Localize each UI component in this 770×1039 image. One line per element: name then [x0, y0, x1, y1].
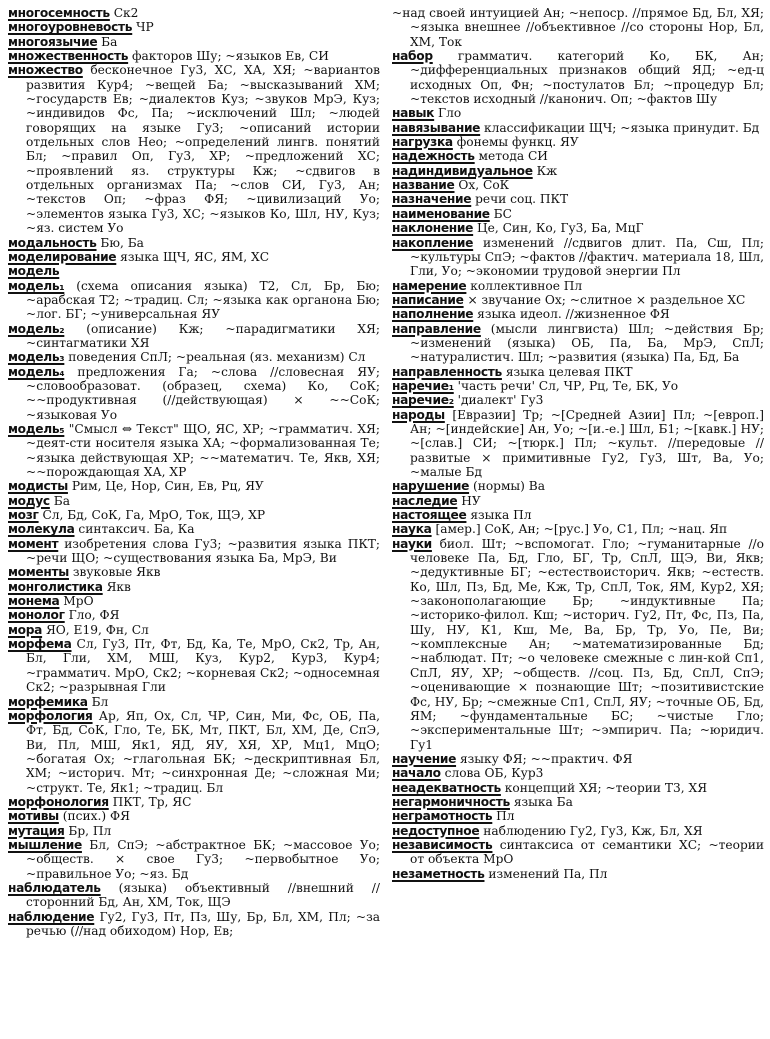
- index-entry: [8, 322, 380, 351]
- index-entry: [392, 838, 764, 867]
- entry-references: (псих.) ФЯ: [62, 809, 130, 824]
- entry-headword: намерение: [392, 278, 467, 293]
- index-entry: [8, 594, 380, 608]
- index-entry: [8, 522, 380, 536]
- entry-headword: надежность: [392, 149, 475, 164]
- index-entry: [8, 537, 380, 566]
- index-entry: [392, 236, 764, 279]
- index-entry: [8, 910, 380, 939]
- entry-headword: наполнение: [392, 307, 474, 322]
- index-entry: [8, 63, 380, 235]
- entry-headword: мора: [8, 622, 43, 637]
- index-entry: [8, 494, 380, 508]
- entry-headword: название: [392, 178, 455, 193]
- index-entry: [392, 479, 764, 493]
- entry-references: Бю, Ба: [100, 235, 144, 250]
- index-entry: [392, 149, 764, 163]
- entry-references: Якв: [106, 579, 131, 594]
- entry-references: синтаксич. Ба, Ка: [78, 522, 195, 537]
- index-entry: [8, 508, 380, 522]
- entry-headword: начало: [392, 766, 441, 781]
- entry-references: языка Пл: [470, 508, 532, 523]
- entry-headword: неадекватность: [392, 780, 501, 795]
- entry-references: 'часть речи' Сл, ЧР, Рц, Те, БК, Уо: [457, 378, 679, 393]
- entry-headword: мутация: [8, 823, 65, 838]
- index-entry: [8, 881, 380, 910]
- index-entry: [8, 365, 380, 422]
- entry-references: Ох, СоК: [458, 178, 510, 193]
- entry-references: ЧР: [136, 20, 154, 35]
- entry-references: ПКТ, Тр, ЯС: [112, 794, 192, 809]
- entry-headword: настоящее: [392, 508, 467, 523]
- entry-references: фонемы функц. ЯУ: [456, 135, 579, 150]
- entry-references: Бл: [91, 694, 109, 709]
- entry-references: факторов Шу; ~языков Ев, СИ: [132, 49, 329, 64]
- entry-headword: наследие: [392, 493, 458, 508]
- entry-headword: моменты: [8, 565, 69, 580]
- index-entry: [392, 135, 764, 149]
- entry-references: языку ФЯ; ~~практич. ФЯ: [459, 751, 633, 766]
- entry-headword: многосемность: [8, 6, 110, 20]
- entry-references: Гло, ФЯ: [68, 608, 120, 623]
- entry-references: предложения Га; ~слова //словесная ЯУ; ~словообразоват. (образец, схема) Ко, СоК; ~~продуктивная (//действующая) × ~~СоК; ~языковая Уо: [26, 364, 380, 422]
- entry-headword: набор: [392, 49, 433, 64]
- entry-references: (схема описания языка) Т2, Сл, Бр, Бю; ~арабская Т2; ~традиц. Сл; ~языка как органона Бю; ~лог. БГ; ~универсальная ЯУ: [26, 278, 380, 322]
- index-entry: [8, 479, 380, 493]
- entry-references: [амер.] СоК, Ан; ~[рус.] Уо, С1, Пл; ~нац. Яп: [435, 522, 728, 537]
- entry-references: языка целевая ПКТ: [505, 364, 633, 379]
- index-entry: [8, 279, 380, 322]
- index-entry: [8, 623, 380, 637]
- entry-headword: навык: [392, 106, 435, 121]
- index-entry: [8, 20, 380, 34]
- index-entry: [392, 207, 764, 221]
- entry-headword: монолог: [8, 608, 65, 623]
- entry-references: Гло: [438, 106, 462, 121]
- entry-headword: наука: [392, 522, 432, 537]
- index-entry: [392, 121, 764, 135]
- entry-headword: модель₂: [8, 321, 65, 336]
- index-entry: [8, 35, 380, 49]
- entry-references: наблюдению Гу2, Гу3, Кж, Бл, ХЯ: [483, 823, 703, 838]
- index-entry: [392, 221, 764, 235]
- entry-headword: независимость: [392, 837, 493, 852]
- index-entry: [392, 49, 764, 106]
- entry-headword: накопление: [392, 235, 474, 250]
- entry-references: звуковые Якв: [72, 565, 161, 580]
- entry-references: (нормы) Ва: [472, 479, 545, 494]
- entry-references: × звучание Ох; ~слитное × раздельное ХС: [467, 292, 746, 307]
- entry-references: БС: [493, 206, 512, 221]
- index-entry: [8, 49, 380, 63]
- entry-references: Ар, Яп, Ох, Сл, ЧР, Син, Ми, Фс, ОБ, Па, Фт, Бд, СоК, Гло, Те, БК, Мт, ПКТ, Бл, ХМ, Де, СпЭ, Ви, Пл, МШ, Як1, ЯД, ЯУ, ХЯ, ХР, Мц1, МцО; ~богатая Ох; ~глагольная БК; ~дескриптивная Бл, ХМ; ~историч. Мт; ~синхронная Де; ~сложная Ми; ~структ. Те, Як1; ~традиц. Бл: [26, 708, 380, 795]
- entry-headword: морфология: [8, 708, 93, 723]
- index-entry: [392, 867, 764, 881]
- entry-references: Ба: [101, 34, 118, 49]
- entry-references: ЯО, Е19, Фн, Сл: [45, 622, 149, 637]
- entry-headword: народы: [392, 407, 445, 422]
- right-column: [392, 6, 764, 1039]
- entry-headword: модисты: [8, 479, 68, 494]
- entry-references: изменений Па, Пл: [488, 866, 608, 881]
- entry-headword: многоязычие: [8, 34, 98, 49]
- entry-references: Пл: [496, 809, 515, 824]
- entry-references: речи соц. ПКТ: [475, 192, 569, 207]
- entry-headword: наклонение: [392, 221, 474, 236]
- entry-headword: нагрузка: [392, 135, 453, 150]
- index-entry: [392, 192, 764, 206]
- index-entry: [8, 809, 380, 823]
- entry-references: языка Ба: [513, 794, 573, 809]
- entry-headword: мотивы: [8, 809, 59, 824]
- index-entry: [392, 322, 764, 365]
- entry-references: языка ЩЧ, ЯС, ЯМ, ХС: [120, 249, 270, 264]
- index-entry: [8, 422, 380, 479]
- entry-references: ~над своей интуицией Ан; ~непоср. //прямое Бд, Бл, ХЯ; ~языка внешнее //объективное //со стороны Нор, Бл, ХМ, Ток: [392, 6, 764, 49]
- index-entry: [8, 250, 380, 264]
- index-entry: [392, 6, 764, 49]
- index-entry: [8, 236, 380, 250]
- entry-headword: надиндивидуальное: [392, 163, 533, 178]
- entry-references: биол. Шт; ~вспомогат. Гло; ~гуманитарные //о человеке Па, Бд, Гло, БГ, Тр, СпЛ, ЩЭ, Ви, Якв; ~дедуктивные БГ; ~естествоисторич. Якв; ~естеств. Ко, Шл, Пз, Бд, Ме, Кж, Тр, СпЛ, Ток, ЯМ, Кур2, ХЯ; ~законополагающие Бр; ~индуктивные Па; ~историко-филол. Кш; ~историч. Гу2, Пт, Фс, Пз, Па, Шу, НУ, К1, Кш, Ме, Ва, Бр, Тр, Уо, Пе, Ви; ~комплексные Ан; ~математизированные Бд; ~наблюдат. Пт; ~о человеке смежные с лин-кой Сп1, СпЛ, ЯУ, ХР; ~обществ. //соц. Пз, Бд, СпЛ, СпЭ; ~оценивающие × познающие Шт; ~позитивистские Фс, НУ, Бр; ~смежные Сп1, СпЛ, ЯУ; ~точные ОБ, Бд, ЯМ; ~фундаментальные БС; ~чистые Гло; ~экспериментальные Шт; ~эмпирич. Па; ~юридич. Гу1: [410, 536, 764, 752]
- index-entry: [392, 494, 764, 508]
- entry-headword: модель₄: [8, 364, 65, 379]
- index-entry: [8, 824, 380, 838]
- entry-headword: направление: [392, 321, 481, 336]
- index-entry: [392, 824, 764, 838]
- entry-headword: модальность: [8, 235, 97, 250]
- entry-references: бесконечное Гу3, ХС, ХА, ХЯ; ~вариантов развития Кур4; ~вещей Ба; ~высказываний ХМ; ~государств Ев; ~диалектов Куз; ~звуков МрЭ, Куз; ~индивидов Фс, Па; ~исключений Шл; ~людей говорящих на языке Гу3; ~описаний истории отдельных слов Нео; ~определений лингв. понятий Бл; ~правил Оп, Гу3, ХР; ~предложений ХС; ~проявлений яз. структуры Кж; ~сдвигов в отдельных организмах Па; ~слов СИ, Гу3, Ан; ~текстов Оп; ~фраз ФЯ; ~цивилизаций Уо; ~элементов языка Гу3, ХС; ~языков Ко, Шл, НУ, Куз; ~яз. систем Уо: [26, 63, 380, 236]
- index-entry: [392, 408, 764, 480]
- entry-headword: науки: [392, 536, 432, 551]
- entry-references: Бр, Пл: [68, 823, 112, 838]
- index-entry: [392, 537, 764, 752]
- entry-references: [Евразии] Тр; ~[Средней Азии] Пл; ~[европ.] Ан; ~[индейские] Ан, Уо; ~[и.-е.] Шл, Б1; ~[кавк.] НУ; ~[слав.] СИ; ~[тюрк.] Пл; ~культ. //передовые //развитые × примитивные Гу2, Гу3, Шт, Ва, Уо; ~малые Бд: [410, 407, 764, 479]
- index-entry: [392, 178, 764, 192]
- index-entry: [392, 164, 764, 178]
- entry-references: изменений //сдвигов длит. Па, Сш, Пл; ~культуры СпЭ; ~фактов //фактич. материала 18, Шл, Гли, Уо; ~экономии трудовой энергии Пл: [410, 235, 764, 279]
- index-entry: [392, 307, 764, 321]
- entry-references: изобретения слова Гу3; ~развития языка ПКТ; ~речи ЩО; ~существования языка Ба, МрЭ, Ви: [26, 536, 380, 566]
- entry-references: Сл, Гу3, Пт, Фт, Бд, Ка, Те, МрО, Ск2, Тр, Ан, Бл, Гли, ХМ, МШ, Куз, Кур2, Кур3, Кур4; ~грамматич. МрО, Ск2; ~корневая Ск2; ~односемная Ск2; ~разрывная Гли: [26, 637, 380, 695]
- entry-headword: мозг: [8, 508, 39, 523]
- entry-references: синтаксиса от семантики ХС; ~теории от объекта МрО: [410, 837, 764, 867]
- entry-headword: модель₁: [8, 278, 65, 293]
- index-entry: [392, 809, 764, 823]
- index-entry: [392, 766, 764, 780]
- left-column: [8, 6, 380, 1039]
- entry-headword: молекула: [8, 522, 75, 537]
- index-entry: [8, 565, 380, 579]
- entry-headword: направленность: [392, 364, 502, 379]
- entry-references: МрО: [63, 594, 94, 609]
- entry-references: поведения СпЛ; ~реальная (яз. механизм) Сл: [68, 350, 366, 365]
- entry-references: НУ: [461, 493, 481, 508]
- entry-references: Бл, СпЭ; ~абстрактное БК; ~массовое Уо; ~обществ. × свое Гу3; ~первобытное Уо; ~правильное Уо; ~яз. Бд: [26, 837, 380, 881]
- entry-headword: монема: [8, 594, 60, 609]
- entry-headword: назначение: [392, 192, 472, 207]
- entry-references: Це, Син, Ко, Гу3, Ба, МцГ: [477, 221, 644, 236]
- entry-references: (языка) объективный //внешний //сторонний Бд, Ан, ХМ, Ток, ЩЭ: [26, 880, 380, 910]
- entry-references: "Смысл ⇔ Текст" ЩО, ЯС, ХР; ~грамматич. ХЯ; ~деят-сти носителя языка ХА; ~формализованная Те; ~языка действующая ХР; ~~математич. Те, Якв, ХЯ; ~~порождающая ХА, ХР: [26, 421, 380, 479]
- index-entry: [392, 106, 764, 120]
- entry-references: Гу2, Гу3, Пт, Пз, Шу, Бр, Бл, ХМ, Пл; ~за речью (//над обиходом) Нор, Ев;: [26, 909, 380, 938]
- entry-headword: наблюдение: [8, 909, 95, 924]
- index-entry: [392, 795, 764, 809]
- entry-headword: морфонология: [8, 794, 109, 809]
- entry-headword: моделирование: [8, 249, 117, 264]
- index-entry: [8, 795, 380, 809]
- index-entry: [392, 508, 764, 522]
- index-entry: [392, 379, 764, 393]
- index-entry: [392, 279, 764, 293]
- index-entry: [8, 838, 380, 881]
- entry-references: (мысли лингвиста) Шл; ~действия Бр; ~изменений (языка) ОБ, Па, Ба, МрЭ, СпЛ; ~натуралистич. Шл; ~развития (языка) Па, Бд, Ба: [410, 321, 764, 365]
- entry-references: Ба: [53, 493, 70, 508]
- entry-headword: написание: [392, 292, 464, 307]
- entry-headword: наречие₂: [392, 393, 454, 408]
- index-entry: [392, 293, 764, 307]
- entry-headword: многоуровневость: [8, 20, 133, 35]
- index-entry: [8, 695, 380, 709]
- entry-references: Ск2: [113, 6, 139, 20]
- index-entry: [392, 393, 764, 407]
- entry-references: грамматич. категорий Ко, БК, Ан; ~дифференциальных признаков общий ЯД; ~ед-ц исходных Оп, Фн; ~постулатов Бл; ~процедур Бл; ~текстов исходный //канонич. Оп; ~фактов Шу: [410, 49, 764, 107]
- entry-headword: морфемика: [8, 694, 88, 709]
- entry-headword: монголистика: [8, 579, 103, 594]
- index-entry: [8, 709, 380, 795]
- entry-headword: наречие₁: [392, 378, 454, 393]
- entry-headword: нарушение: [392, 479, 470, 494]
- index-entry: [8, 264, 380, 278]
- index-entry: [392, 365, 764, 379]
- entry-references: 'диалект' Гу3: [457, 393, 544, 408]
- entry-references: Сл, Бд, СоК, Га, МрО, Ток, ЩЭ, ХР: [42, 508, 266, 523]
- entry-headword: момент: [8, 536, 59, 551]
- index-entry: [8, 350, 380, 364]
- entry-headword: множество: [8, 63, 83, 78]
- entry-headword: модус: [8, 493, 50, 508]
- index-entry: [392, 781, 764, 795]
- entry-references: концепций ХЯ; ~теории Т3, ХЯ: [504, 780, 708, 795]
- entry-headword: наблюдатель: [8, 880, 101, 895]
- entry-headword: недоступное: [392, 823, 480, 838]
- entry-headword: мышление: [8, 837, 82, 852]
- entry-headword: модель₃: [8, 350, 65, 365]
- entry-headword: негармоничность: [392, 794, 510, 809]
- index-entry: [8, 6, 380, 20]
- entry-headword: неграмотность: [392, 809, 493, 824]
- index-entry: [8, 580, 380, 594]
- index-entry: [8, 637, 380, 694]
- entry-headword: наименование: [392, 206, 490, 221]
- index-entry: [392, 522, 764, 536]
- entry-headword: морфема: [8, 637, 72, 652]
- entry-headword: множественность: [8, 49, 129, 64]
- entry-references: коллективное Пл: [470, 278, 583, 293]
- entry-references: Рим, Це, Нор, Син, Ев, Рц, ЯУ: [71, 479, 264, 494]
- entry-references: слова ОБ, Кур3: [444, 766, 544, 781]
- entry-references: классификации ЩЧ; ~языка принудит. Бд: [484, 120, 760, 135]
- entry-references: метода СИ: [478, 149, 548, 164]
- entry-headword: модель: [8, 264, 60, 279]
- index-entry: [8, 608, 380, 622]
- entry-headword: незаметность: [392, 866, 485, 881]
- index-entry: [392, 752, 764, 766]
- entry-references: языка идеол. //жизненное ФЯ: [477, 307, 670, 322]
- entry-headword: навязывание: [392, 120, 481, 135]
- entry-headword: научение: [392, 751, 457, 766]
- entry-references: Кж: [536, 163, 558, 178]
- entry-headword: модель₅: [8, 421, 65, 436]
- entry-references: (описание) Кж; ~парадигматики ХЯ; ~синтагматики ХЯ: [26, 321, 380, 350]
